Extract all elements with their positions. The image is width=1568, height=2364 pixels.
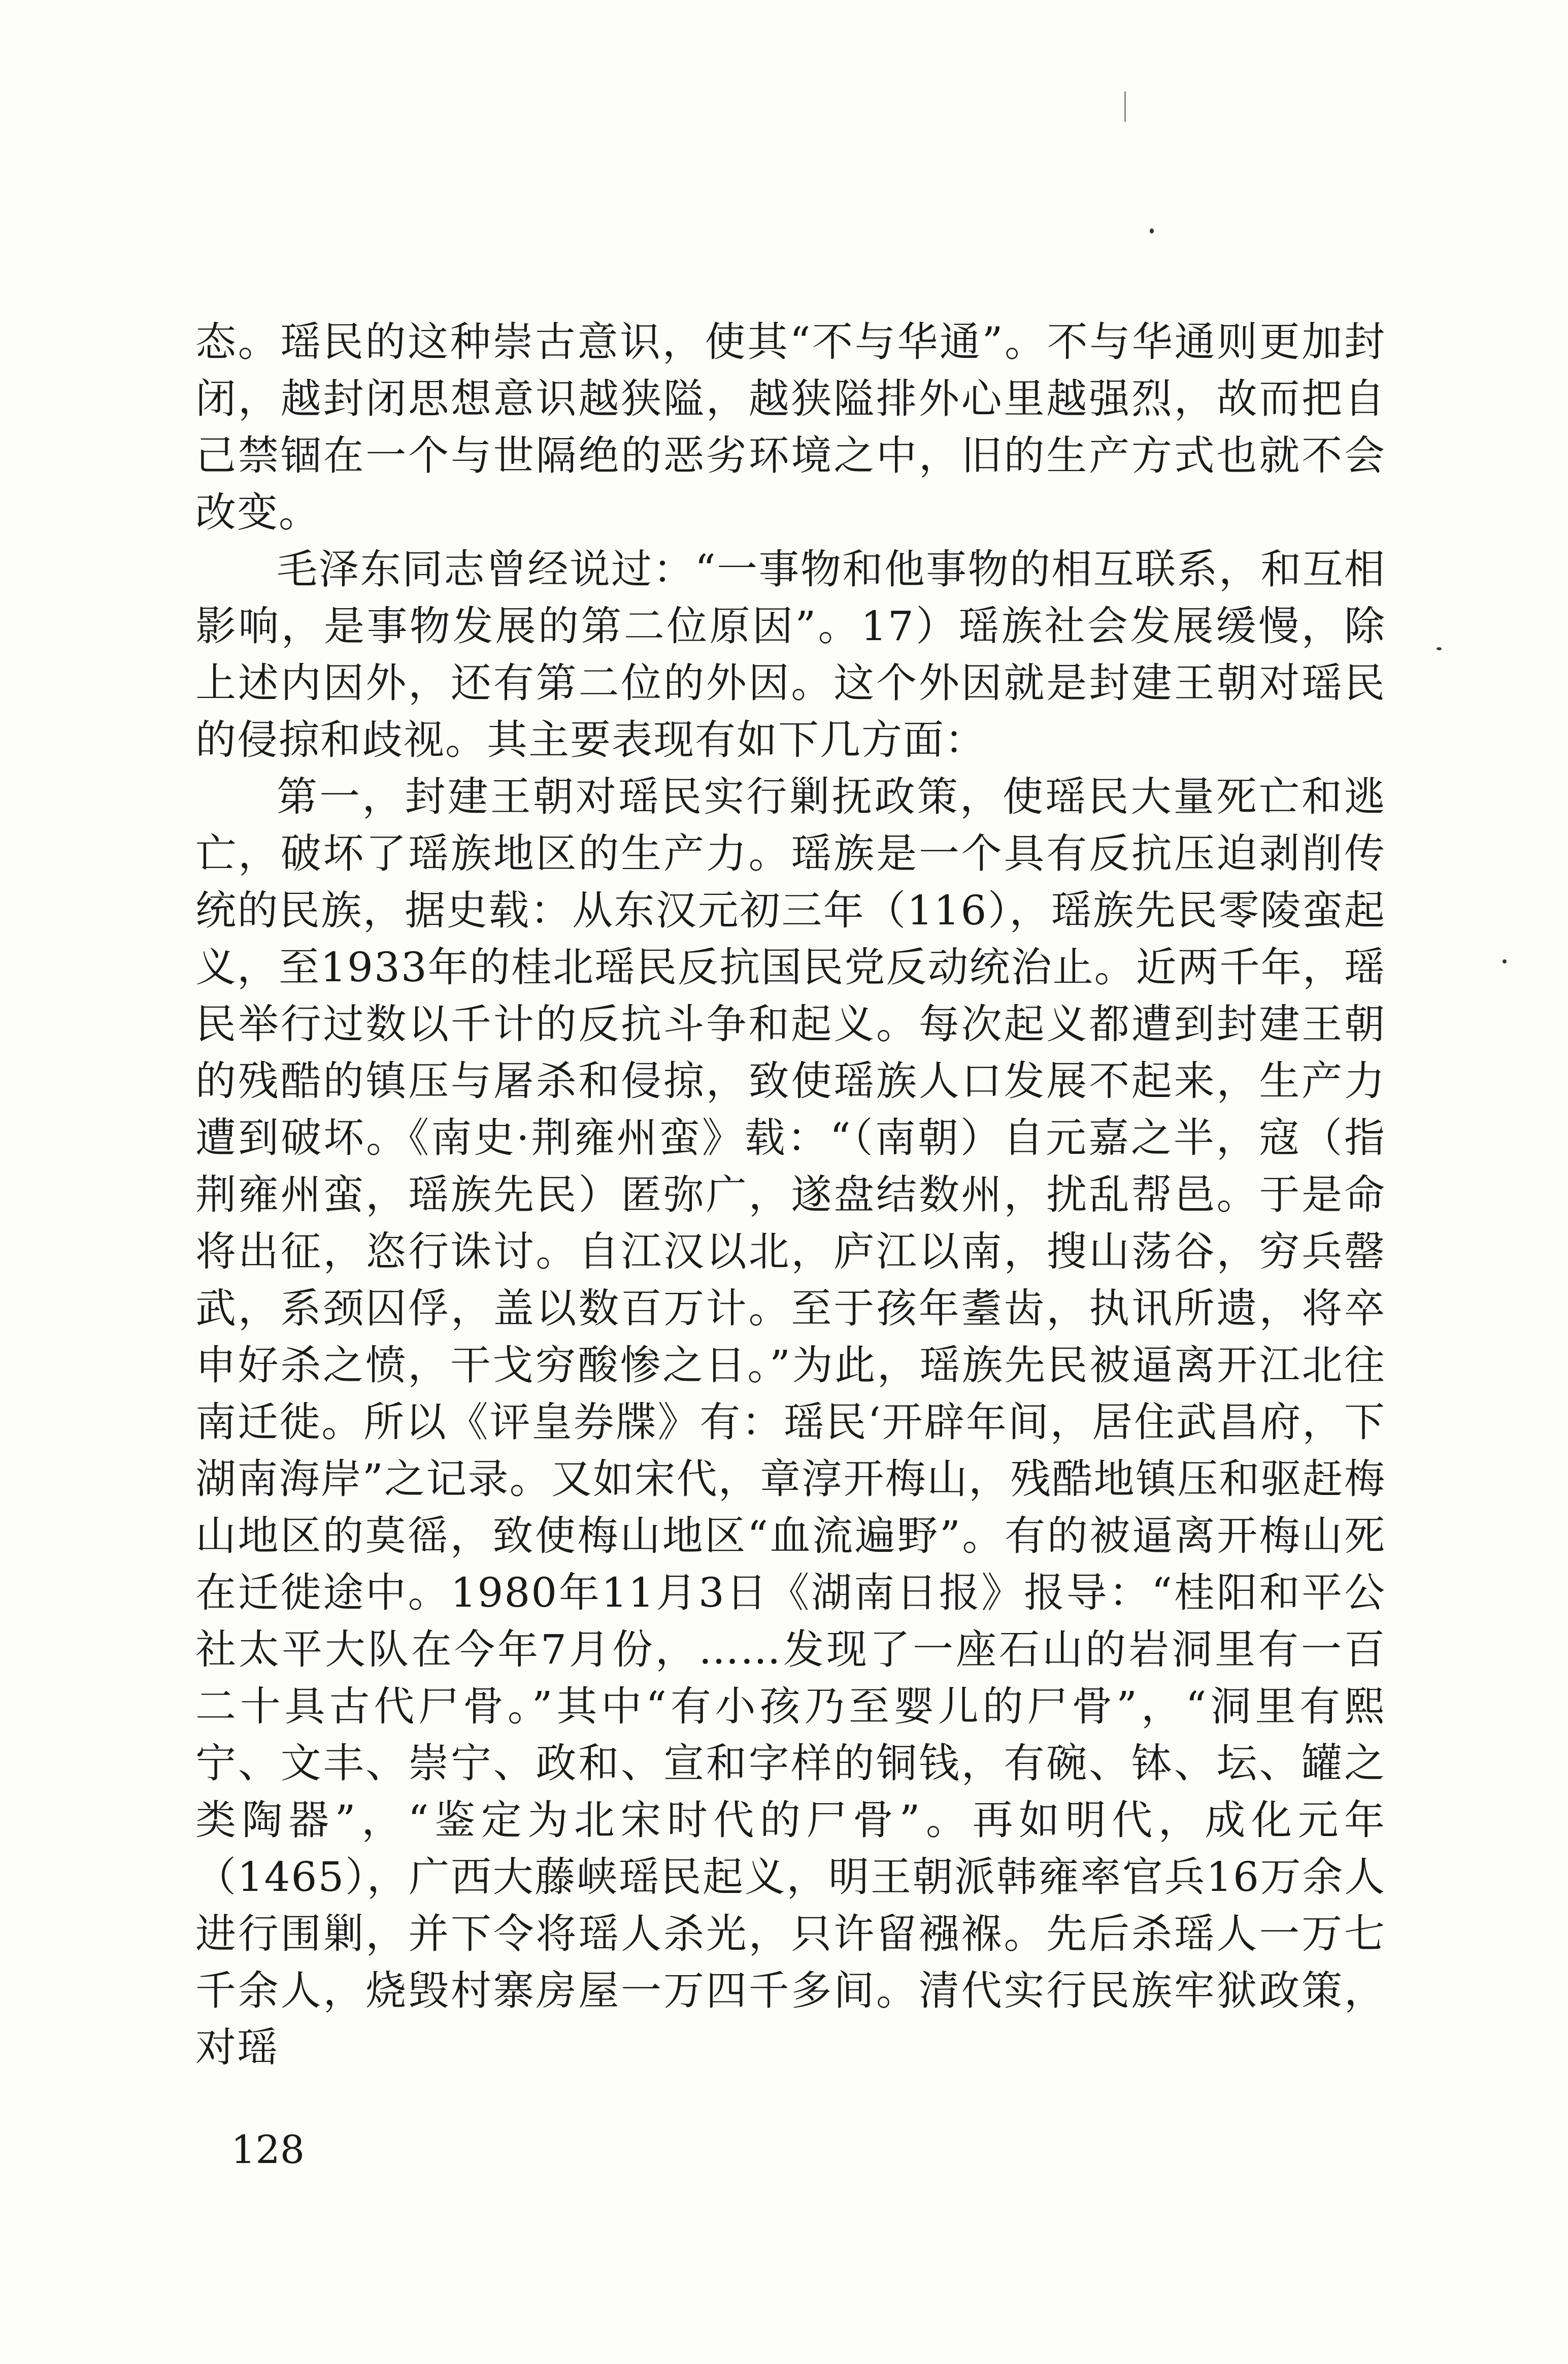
scan-speck <box>1503 959 1507 963</box>
paragraph-first-point: 第一，封建王朝对瑶民实行剿抚政策，使瑶民大量死亡和逃亡，破坏了瑶族地区的生产力。瑶族是一个具有反抗压迫剥削传统的民族，据史载：从东汉元初三年（116），瑶族先民零陵蛮起义，至1933年的桂北瑶民反抗国民党反动统治止。近两千年，瑶民举行过数以千计的反抗斗争和起义。每次起义都遭到封建王朝的残酷的镇压与屠杀和侵掠，致使瑶族人口发展不起来，生产力遭到破坏。《南史·荆雍州蛮》载：“（南朝）自元嘉之半，寇（指荆雍州蛮，瑶族先民）匿弥广，遂盘结数州，扰乱帮邑。于是命将出征，恣行诛讨。自江汉以北，庐江以南，搜山荡谷，穷兵罄武，系颈囚俘，盖以数百万计。至于孩年耋齿，执讯所遗，将卒申好杀之愤，干戈穷酸惨之日。”为此，瑶族先民被逼离开江北往南迁徙。所以《评皇券牒》有：瑶民‘开辟年间，居住武昌府，下湖南海岸”之记录。又如宋代，章淳开梅山，残酷地镇压和驱赶梅山地区的莫徭，致使梅山地区“血流遍野”。有的被逼离开梅山死在迁徙途中。1980年11月3日《湖南日报》报导：“桂阳和平公社太平大队在今年7月份，……发现了一座石山的岩洞里有一百二十具古代尸骨。”其中“有小孩乃至婴儿的尸骨”，“洞里有熙宁、文丰、崇宁、政和、宣和字样的铜钱，有碗、钵、坛、罐之类陶器”，“鉴定为北宋时代的尸骨”。再如明代，成化元年（1465），广西大藤峡瑶民起义，明王朝派韩雍率官兵16万余人进行围剿，并下令将瑶人杀光，只许留襁褓。先后杀瑶人一万七千余人，烧毁村寨房屋一万四千多间。清代实行民族牢狱政策，对瑶 <box>195 773 1386 2071</box>
paragraph-mao-quote: 毛泽东同志曾经说过：“一事物和他事物的相互联系，和互相影响，是事物发展的第二位原因”。17）瑶族社会发展缓慢，除上述内因外，还有第二位的外因。这个外因就是封建王朝对瑶民的侵掠和歧视。其主要表现有如下几方面： <box>195 546 1386 763</box>
scan-speck <box>1124 91 1126 122</box>
scan-speck <box>1150 228 1154 234</box>
paragraph-continuation: 态。瑶民的这种崇古意识，使其“不与华通”。不与华通则更加封闭，越封闭思想意识越狭隘，越狭隘排外心里越强烈，故而把自己禁锢在一个与世隔绝的恶劣环境之中，旧的生产方式也就不会改变。 <box>195 318 1386 536</box>
scan-speck <box>1437 647 1442 650</box>
body-text <box>195 314 1386 2076</box>
page-number: 128 <box>231 2127 305 2172</box>
